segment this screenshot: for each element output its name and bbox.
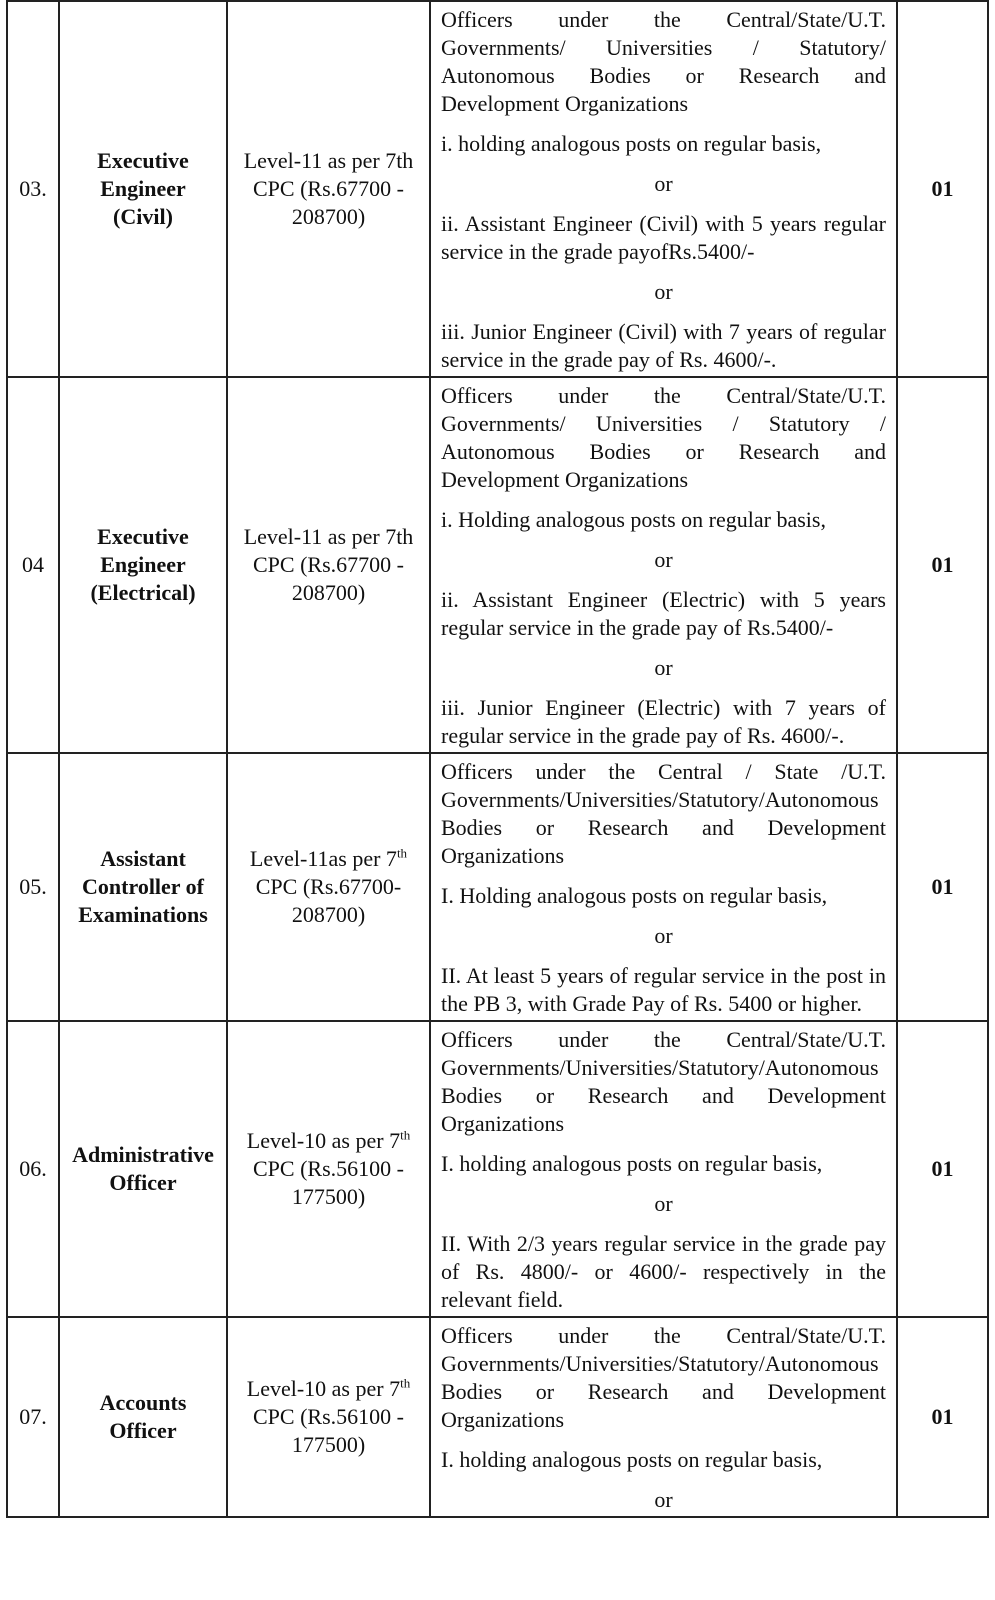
serial-number-cell: 03. [7, 1, 59, 377]
pay-level-text: Level-10 as per 7 [246, 1128, 401, 1153]
pay-level-line: 208700) [291, 902, 366, 927]
post-name-line: Accounts [99, 1390, 187, 1415]
pay-level-cell [227, 377, 430, 753]
eligibility-intro: Officers under the Central/State/U.T. Governments/ Universities / Statutory/ Autonomous Bodies or Research and Development Organizations [441, 7, 886, 116]
vacancy-count-cell: 01 [897, 1317, 988, 1517]
serial-number-cell: 05. [7, 753, 59, 1021]
eligibility-condition: iii. Junior Engineer (Civil) with 7 years of regular service in the grade pay of Rs. 4600/-. [441, 319, 886, 372]
post-name-line: Assistant [100, 846, 186, 871]
pay-level-line: Level-11 as per 7th [243, 148, 414, 173]
pay-level-line: CPC (Rs.56100 - [253, 1404, 404, 1429]
eligibility-cell [430, 1317, 897, 1517]
post-name-cell [59, 1, 227, 377]
eligibility-intro: Officers under the Central/State/U.T. Governments/Universities/Statutory/Autonomous Bodies or Research and Development Organizations [441, 1027, 886, 1136]
table-row [7, 1317, 988, 1517]
pay-level-line: CPC (Rs.67700- [255, 874, 402, 899]
vacancy-count-cell: 01 [897, 753, 988, 1021]
pay-level-line: 177500) [291, 1184, 366, 1209]
eligibility-intro: Officers under the Central / State /U.T. Governments/Universities/Statutory/Autonomous Bodies or Research and Development Organizations [441, 759, 886, 868]
ordinal-suffix: th [400, 1375, 411, 1391]
pay-level-cell [227, 1, 430, 377]
pay-level-line: Level-11 as per 7th [243, 524, 414, 549]
post-name-cell [59, 1021, 227, 1317]
pay-level-line: 177500) [291, 1432, 366, 1457]
post-name-cell [59, 753, 227, 1021]
post-name-line: Officer [109, 1170, 177, 1195]
pay-level-cell [227, 1317, 430, 1517]
eligibility-intro: Officers under the Central/State/U.T. Governments/ Universities / Statutory / Autonomous Bodies or Research and Development Organizations [441, 383, 886, 492]
post-name-line: Engineer [100, 176, 186, 201]
eligibility-cell [430, 1, 897, 377]
ordinal-suffix: th [396, 845, 408, 861]
post-name-line: Controller of [82, 874, 204, 899]
pay-level-cell [227, 1021, 430, 1317]
post-name-line: (Civil) [113, 204, 173, 229]
serial-number-cell: 07. [7, 1317, 59, 1517]
or-separator: or [654, 655, 673, 680]
post-name-line: Administrative [72, 1142, 214, 1167]
vacancy-count-cell: 01 [897, 1, 988, 377]
eligibility-intro: Officers under the Central/State/U.T. Governments/Universities/Statutory/Autonomous Bodies or Research and Development Organizations [441, 1323, 886, 1432]
or-separator: or [654, 279, 673, 304]
post-name-line: Engineer [100, 552, 186, 577]
post-name-cell [59, 1317, 227, 1517]
pay-level-line [228, 1127, 429, 1155]
post-name-line: Officer [109, 1418, 177, 1443]
table-row [7, 1, 988, 377]
pay-level-line: 208700) [291, 204, 366, 229]
pay-level-line: CPC (Rs.56100 - [253, 1156, 404, 1181]
eligibility-cell [430, 1021, 897, 1317]
or-separator: or [654, 171, 673, 196]
eligibility-cell [430, 753, 897, 1021]
post-name-line: Executive [97, 148, 189, 173]
pay-level-text: Level-11as per 7 [249, 846, 397, 871]
ordinal-suffix: th [400, 1127, 411, 1143]
eligibility-condition: iii. Junior Engineer (Electric) with 7 years of regular service in the grade pay of Rs. 4600/-. [441, 695, 886, 748]
eligibility-condition: ii. Assistant Engineer (Civil) with 5 years regular service in the grade payofRs.5400/- [441, 211, 886, 264]
pay-level-text: Level-10 as per 7 [246, 1376, 401, 1401]
eligibility-condition: ii. Assistant Engineer (Electric) with 5 years regular service in the grade pay of Rs.5400/- [441, 587, 886, 640]
eligibility-cell [430, 377, 897, 753]
or-separator: or [654, 923, 673, 948]
pay-level-line: 208700) [291, 580, 366, 605]
table-row [7, 753, 988, 1021]
pay-level-cell [227, 753, 430, 1021]
vacancy-count-cell: 01 [897, 1021, 988, 1317]
eligibility-condition: II. With 2/3 years regular service in the grade pay of Rs. 4800/- or 4600/- respectively in the relevant field. [441, 1231, 886, 1312]
post-name-line: (Electrical) [90, 580, 196, 605]
eligibility-condition: I. holding analogous posts on regular basis, [441, 1447, 823, 1472]
serial-number-cell: 04 [7, 377, 59, 753]
post-name-line: Examinations [78, 902, 208, 927]
post-name-cell [59, 377, 227, 753]
or-separator: or [654, 547, 673, 572]
or-separator: or [654, 1191, 673, 1216]
eligibility-condition: II. At least 5 years of regular service in the post in the PB 3, with Grade Pay of Rs. 5400 or higher. [441, 963, 886, 1016]
eligibility-condition: i. Holding analogous posts on regular basis, [441, 507, 826, 532]
vacancy-count-cell: 01 [897, 377, 988, 753]
pay-level-line: CPC (Rs.67700 - [253, 176, 404, 201]
pay-level-line [228, 845, 429, 873]
eligibility-condition: i. holding analogous posts on regular basis, [441, 131, 822, 156]
or-separator: or [654, 1487, 673, 1512]
table-row [7, 377, 988, 753]
recruitment-posts-table [6, 0, 989, 1518]
eligibility-condition: I. holding analogous posts on regular basis, [441, 1151, 823, 1176]
pay-level-line [228, 1375, 429, 1403]
post-name-line: Executive [97, 524, 189, 549]
table-row [7, 1021, 988, 1317]
eligibility-condition: I. Holding analogous posts on regular basis, [441, 883, 828, 908]
serial-number-cell: 06. [7, 1021, 59, 1317]
pay-level-line: CPC (Rs.67700 - [253, 552, 404, 577]
